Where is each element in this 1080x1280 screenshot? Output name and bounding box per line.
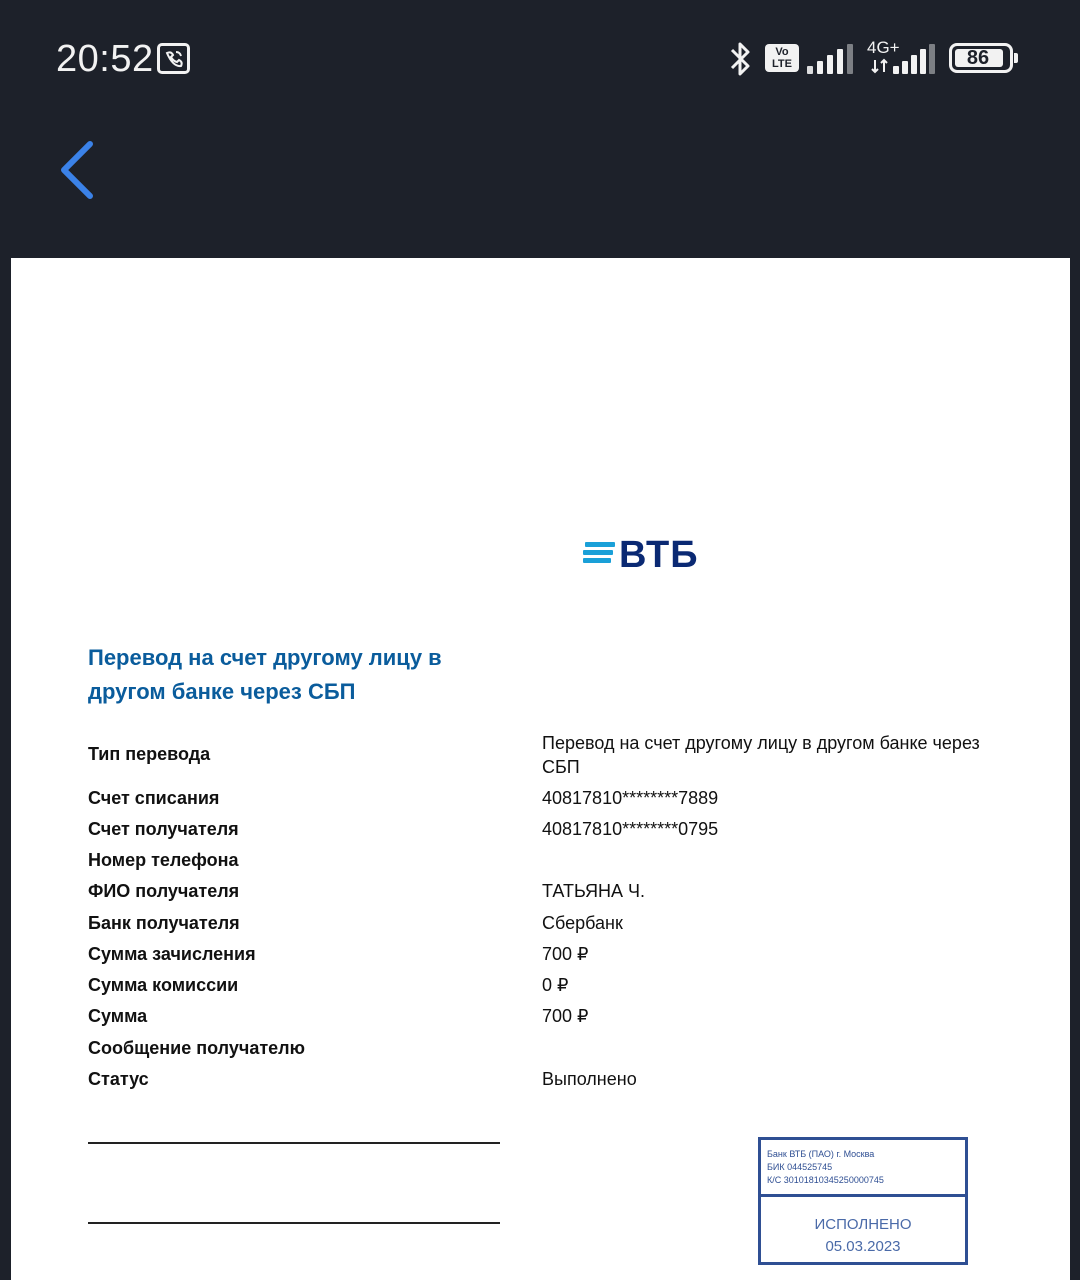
row-value-recipient-bank: Сбербанк bbox=[542, 913, 623, 933]
row-value-amount: 700 ₽ bbox=[542, 1006, 589, 1026]
back-button[interactable] bbox=[48, 138, 112, 202]
row-label-transfer-type: Тип перевода bbox=[88, 744, 211, 764]
row-value-recipient-name: ТАТЬЯНА Ч. bbox=[542, 881, 645, 901]
network-type: 4G+ bbox=[867, 38, 900, 57]
stamp-status-block bbox=[761, 1200, 965, 1262]
row-label-message: Сообщение получателю bbox=[88, 1038, 305, 1058]
stamp-date: 05.03.2023 bbox=[825, 1238, 901, 1255]
document-title: Перевод на счет другому лицу в другом банке через СБП bbox=[88, 645, 442, 704]
row-value-credit-amount: 700 ₽ bbox=[542, 944, 589, 964]
volte-line-1: Vo bbox=[775, 46, 789, 58]
row-label-phone: Номер телефона bbox=[88, 850, 239, 870]
row-value-transfer-type: Перевод на счет другому лицу в другом банке через СБП bbox=[542, 733, 980, 777]
signal-icon-sim1 bbox=[807, 44, 855, 74]
signal-icon-sim2 bbox=[893, 44, 941, 74]
row-label-credit-amount: Сумма зачисления bbox=[88, 944, 256, 964]
signature-line-1 bbox=[88, 1142, 500, 1144]
stamp-bank-details bbox=[761, 1140, 965, 1197]
signature-line-2 bbox=[88, 1222, 500, 1224]
row-label-amount: Сумма bbox=[88, 1006, 148, 1026]
row-value-debit-account: 40817810********7889 bbox=[542, 788, 719, 808]
stamp-ks-line: К/С 30101810345250000745 bbox=[767, 1175, 884, 1185]
battery-level: 86 bbox=[966, 47, 990, 69]
stamp-bik-line: БИК 044525745 bbox=[767, 1162, 833, 1172]
bluetooth-icon bbox=[728, 40, 754, 83]
row-value-status: Выполнено bbox=[542, 1069, 637, 1089]
row-label-recipient-name: ФИО получателя bbox=[88, 881, 240, 901]
volte-icon bbox=[765, 44, 799, 72]
receipt-document bbox=[11, 258, 1070, 1280]
row-label-commission: Сумма комиссии bbox=[88, 975, 239, 995]
battery-icon bbox=[949, 43, 1013, 73]
chevron-left-icon bbox=[48, 138, 112, 202]
vtb-logo bbox=[583, 534, 703, 584]
row-label-debit-account: Счет списания bbox=[88, 788, 220, 808]
vtb-logo-text: ВТБ bbox=[619, 534, 699, 576]
row-label-recipient-bank: Банк получателя bbox=[88, 913, 240, 933]
wifi-calling-icon bbox=[157, 43, 190, 74]
row-value-recipient-account: 40817810********0795 bbox=[542, 819, 719, 839]
stamp-bank-line: Банк ВТБ (ПАО) г. Москва bbox=[767, 1149, 875, 1159]
volte-line-2: LTE bbox=[772, 58, 792, 70]
app-bar bbox=[0, 118, 1080, 248]
row-label-recipient-account: Счет получателя bbox=[88, 819, 239, 839]
row-value-commission: 0 ₽ bbox=[542, 975, 569, 995]
status-time: 20:52 bbox=[56, 38, 154, 80]
status-bar bbox=[0, 0, 1080, 118]
row-label-status: Статус bbox=[88, 1069, 149, 1089]
data-arrows-icon bbox=[870, 58, 890, 74]
bank-stamp bbox=[758, 1137, 968, 1265]
stamp-status: ИСПОЛНЕНО bbox=[814, 1216, 912, 1233]
